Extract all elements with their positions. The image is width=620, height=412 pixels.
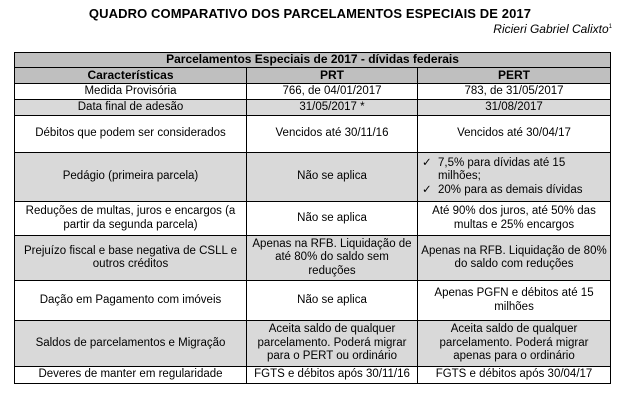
author-name-text: Ricieri Gabriel Calixto [493, 22, 609, 36]
table-row [15, 202, 611, 236]
row-label: Reduções de multas, juros e encargos (a partir da segunda parcela) [15, 202, 247, 236]
checkmark-icon: ✓ [422, 183, 432, 196]
row-label: Pedágio (primeira parcela) [15, 153, 247, 202]
prt-cell: Apenas na RFB. Liquidação de até 80% do saldo sem reduções [247, 236, 418, 281]
table-row [15, 236, 611, 281]
prt-cell: Não se aplica [247, 202, 418, 236]
column-header-caracteristicas: Características [15, 68, 247, 84]
table-row [15, 100, 611, 116]
pert-cell: Apenas PGFN e débitos até 15 milhões [418, 281, 611, 321]
pert-cell: Vencidos até 30/04/17 [418, 116, 611, 153]
prt-cell: FGTS e débitos após 30/11/16 [247, 367, 418, 384]
pert-cell: Apenas na RFB. Liquidação de 80% do saldo com reduções [418, 236, 611, 281]
comparison-table [14, 52, 611, 384]
table-row [15, 153, 611, 202]
table-row [15, 116, 611, 153]
checkmark-icon: ✓ [422, 156, 432, 169]
pert-cell: FGTS e débitos após 30/04/17 [418, 367, 611, 384]
document-title: QUADRO COMPARATIVO DOS PARCELAMENTOS ESPECIAIS DE 2017 [88, 6, 532, 21]
prt-cell: 31/05/2017 * [247, 100, 418, 116]
pert-cell [418, 153, 611, 202]
table-row [15, 367, 611, 384]
pert-cell: 31/08/2017 [418, 100, 611, 116]
pert-cell: Aceita saldo de qualquer parcelamento. Poderá migrar apenas para o ordinário [418, 321, 611, 367]
column-header-prt: PRT [247, 68, 418, 84]
author-name [493, 22, 612, 36]
table-row [15, 84, 611, 100]
row-label: Data final de adesão [15, 100, 247, 116]
list-item-text: 20% para as demais dívidas [438, 183, 583, 196]
table-caption: Parcelamentos Especiais de 2017 - dívidas federais [15, 53, 611, 68]
author-footnote-marker: 1 [608, 24, 612, 30]
table-row [15, 281, 611, 321]
prt-cell: Vencidos até 30/11/16 [247, 116, 418, 153]
prt-cell: 766, de 04/01/2017 [247, 84, 418, 100]
column-header-row [15, 68, 611, 84]
row-label: Deveres de manter em regularidade [15, 367, 247, 384]
row-label: Saldos de parcelamentos e Migração [15, 321, 247, 367]
prt-cell: Aceita saldo de qualquer parcelamento. Poderá migrar para o PERT ou ordinário [247, 321, 418, 367]
row-label: Dação em Pagamento com imóveis [15, 281, 247, 321]
prt-cell: Não se aplica [247, 153, 418, 202]
pert-cell: 783, de 31/05/2017 [418, 84, 611, 100]
table-row [15, 321, 611, 367]
row-label: Débitos que podem ser considerados [15, 116, 247, 153]
list-item [422, 184, 607, 198]
column-header-pert: PERT [418, 68, 611, 84]
prt-cell: Não se aplica [247, 281, 418, 321]
list-item [422, 157, 607, 184]
row-label: Prejuízo fiscal e base negativa de CSLL e outros créditos [15, 236, 247, 281]
list-item-text: 7,5% para dívidas até 15 milhões; [438, 156, 566, 183]
table-caption-row [15, 53, 611, 68]
pert-cell: Até 90% dos juros, até 50% das multas e 25% encargos [418, 202, 611, 236]
row-label: Medida Provisória [15, 84, 247, 100]
